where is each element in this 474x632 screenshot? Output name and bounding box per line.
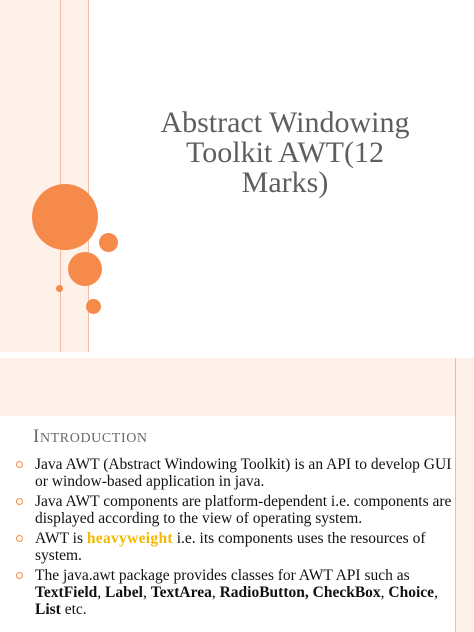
list-item — [14, 530, 460, 564]
class-name: Choice — [388, 584, 435, 601]
decor-circle-small — [86, 299, 101, 314]
top-decor-band — [0, 358, 474, 416]
decor-line — [60, 0, 61, 352]
intro-slide — [0, 358, 474, 632]
bullet-text-post: i.e. its components uses the resources of system. — [35, 530, 426, 564]
class-name: RadioButton, — [219, 584, 309, 601]
highlight-term: heavyweight — [86, 530, 173, 547]
bullet-text: Java AWT components are platform-dependent i.e. components are displayed according to the view of operating system. — [35, 493, 452, 527]
left-decor-band — [0, 0, 88, 352]
slide-title: Abstract Windowing Toolkit AWT(12 Marks) — [160, 106, 410, 199]
section-heading: INTRODUCTION — [33, 426, 148, 447]
bullet-icon — [16, 461, 23, 468]
decor-circle-large — [32, 184, 98, 250]
class-name: TextArea — [150, 584, 212, 601]
list-item — [14, 493, 460, 527]
decor-circle-medium — [68, 252, 102, 286]
bullet-text: Java AWT (Abstract Windowing Toolkit) is an API to develop GUI or window-based application in java. — [35, 456, 452, 490]
decor-circle-tiny — [56, 285, 63, 292]
class-name: List — [35, 601, 61, 618]
bullet-icon — [16, 498, 23, 505]
class-name: TextField — [35, 584, 98, 601]
list-item: The java.awt package provides classes for AWT API such as TextField, Label, TextArea, RadioButton, CheckBox, Choice, List etc. — [14, 567, 460, 618]
class-name: CheckBox — [312, 584, 381, 601]
bullet-list — [14, 456, 460, 621]
bullet-icon — [16, 535, 23, 542]
bullet-text-post: etc. — [60, 601, 87, 618]
list-item — [14, 456, 460, 490]
bullet-text-pre: AWT is — [35, 530, 87, 547]
bullet-text-pre: The java.awt package provides classes for AWT API such as — [35, 567, 410, 584]
decor-circle-small — [99, 233, 118, 252]
bullet-icon — [16, 572, 23, 579]
class-name: Label — [105, 584, 143, 601]
